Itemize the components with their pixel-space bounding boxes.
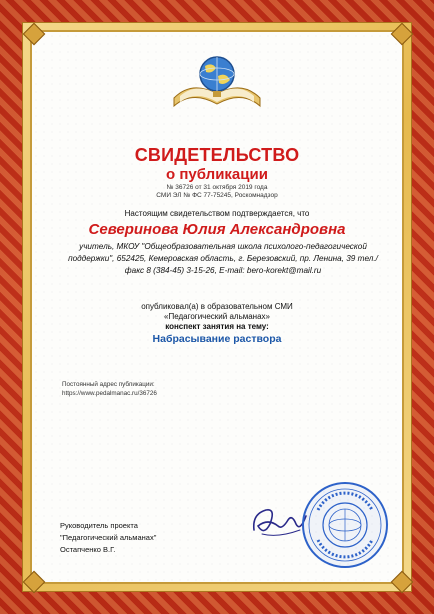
person-description: учитель, МКОУ "Общеобразовательная школа психолого-педагогической поддержки", 652425, Кемеровская область, г. Березовский, пр. Ленина, 39 тел./факс 8 (384-45) 3-15-26, E-mail: bero-korekt@mail.ru xyxy=(68,242,378,275)
journal-name: «Педагогический альманах» xyxy=(164,312,270,321)
certificate-number: № 36726 от 31 октября 2019 года xyxy=(166,184,268,191)
globe-book-emblem-icon xyxy=(172,50,262,120)
certificate-title: СВИДЕТЕЛЬСТВО xyxy=(134,145,300,165)
publication-url: https://www.pedalmanac.ru/36726 xyxy=(62,390,157,397)
published-line: опубликовал(а) в образовательном СМИ xyxy=(141,302,293,311)
signatory-organization: "Педагогический альманах" xyxy=(60,533,157,542)
publication-topic: Набрасывание раствора xyxy=(152,333,282,345)
intro-text: Настоящим свидетельством подтверждается, что xyxy=(124,209,310,218)
address-label: Постоянный адрес публикации: xyxy=(62,381,155,388)
signatory-role: Руководитель проекта xyxy=(60,521,138,530)
round-stamp-icon xyxy=(300,480,390,570)
registration-line: СМИ ЭЛ № ФС 77-75245, Роскомнадзор xyxy=(156,192,278,199)
topic-label: конспект занятия на тему: xyxy=(165,322,269,331)
person-name: Северинова Юлия Александровна xyxy=(88,221,346,238)
signatory-name: Остапченко В.Г. xyxy=(60,545,116,554)
certificate-subtitle: о публикации xyxy=(166,166,268,183)
